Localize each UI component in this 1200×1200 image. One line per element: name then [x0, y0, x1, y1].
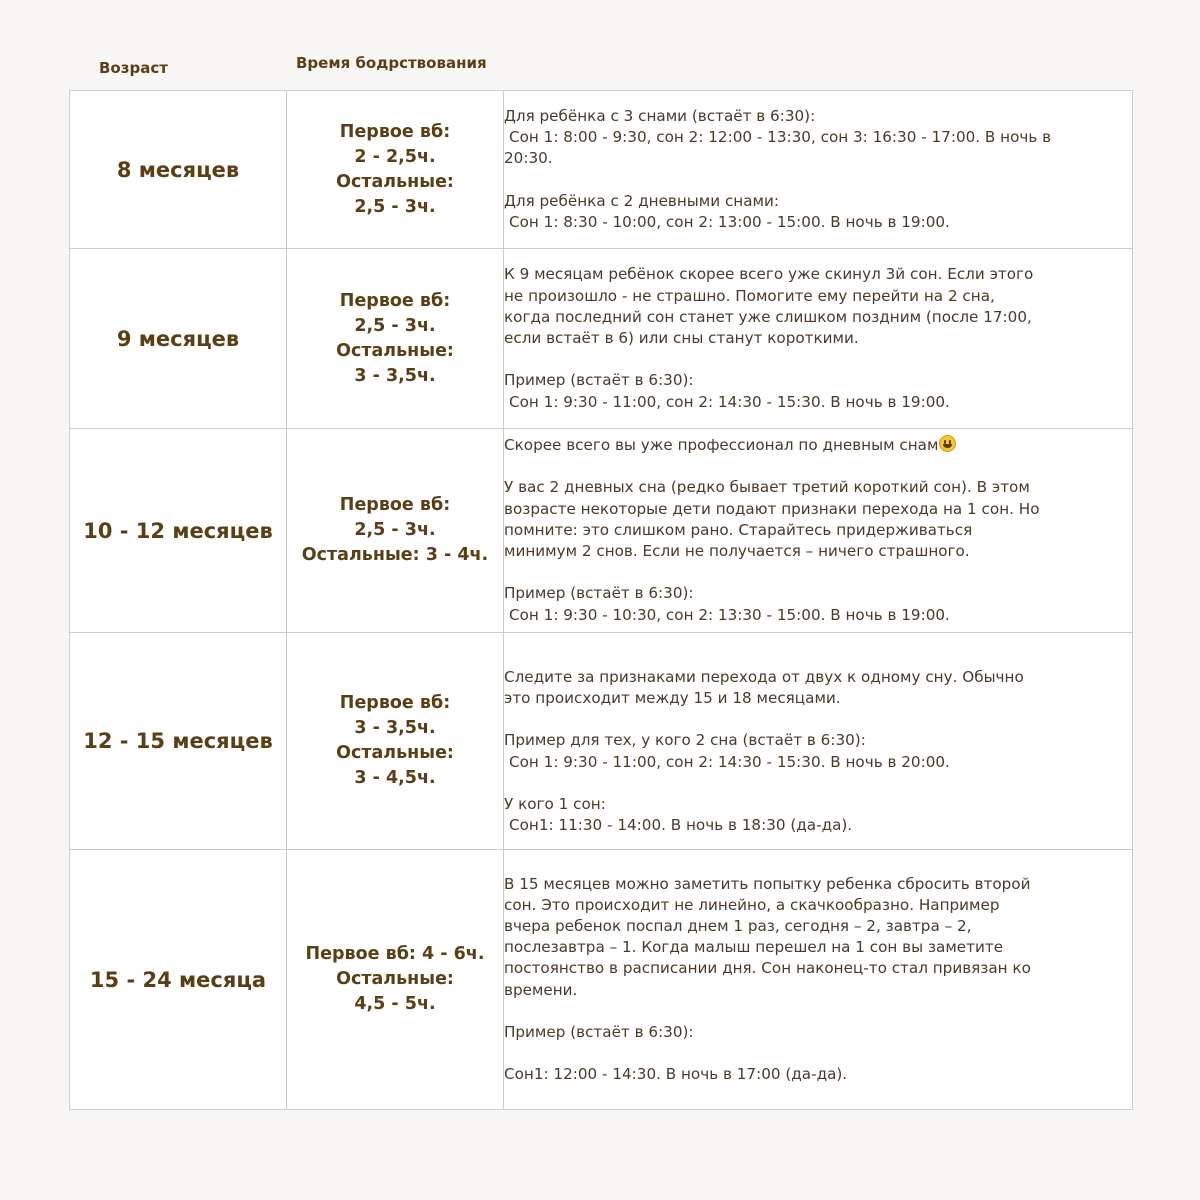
notes-line — [504, 730, 1132, 751]
wake-time-line: Остальные: — [336, 171, 454, 192]
blank-line — [504, 1043, 1132, 1064]
blank-line — [504, 646, 1132, 667]
wake-time-line: Остальные: — [336, 743, 454, 763]
notes-line-text: Сон 1: 9:30 - 11:00, сон 2: 14:30 - 15:30. В ночь в 19:00. — [509, 392, 950, 411]
notes-line-text: Скорее всего вы уже профессионал по дневным снам — [504, 436, 939, 455]
blank-line — [504, 773, 1132, 794]
wake-time-line: Первое вб: — [339, 121, 451, 142]
age-cell: 9 месяцев — [70, 249, 287, 429]
notes-line-text: Пример (встаёт в 6:30): — [504, 584, 694, 603]
notes-line-text: Пример (встаёт в 6:30): — [504, 371, 694, 390]
notes-line-text: это происходит между 15 и 18 месяцами. — [504, 689, 841, 707]
notes-line — [504, 106, 1132, 127]
notes-line — [504, 752, 1132, 773]
wake-time-line: Остальные: 3 - 4ч. — [301, 545, 489, 565]
blank-line — [504, 562, 1132, 583]
notes-line — [504, 541, 1132, 562]
notes-line-text: Сон 1: 9:30 - 11:00, сон 2: 14:30 - 15:30. В ночь в 20:00. — [509, 752, 950, 771]
schedule-notes-cell — [504, 850, 1133, 1110]
notes-line-text: сон. Это происходит не линейно, а скачкообразно. Например — [504, 895, 1000, 914]
notes-line — [504, 212, 1132, 233]
wake-time-line: 2 - 2,5ч. — [354, 146, 436, 167]
age-column-header: Возраст — [99, 59, 168, 77]
notes-line-text: Сон1: 12:00 - 14:30. В ночь в 17:00 (да-да). — [504, 1065, 848, 1084]
notes-line-text: если встаёт в 6) или сны станут короткими. — [504, 328, 859, 347]
wake-time-cell — [287, 633, 504, 850]
wake-time-cell — [287, 91, 504, 249]
notes-line — [504, 958, 1132, 979]
notes-line — [504, 286, 1132, 307]
notes-line — [504, 667, 1132, 688]
age-cell: 10 - 12 месяцев — [70, 429, 287, 633]
notes-line — [504, 477, 1132, 498]
notes-line-text: К 9 месяцам ребёнок скорее всего уже скинул 3й сон. Если этого — [504, 265, 1034, 284]
notes-line-text: постоянство в расписании дня. Сон наконец-то стал привязан ко — [504, 959, 1031, 978]
schedule-notes-cell — [504, 633, 1133, 850]
notes-line-text: времени. — [504, 980, 578, 999]
notes-line — [504, 874, 1132, 895]
wake-time-line: Первое вб: — [339, 290, 451, 311]
notes-line — [504, 499, 1132, 520]
wake-time-line: Остальные: — [336, 340, 454, 361]
wake-time-line: Первое вб: — [339, 495, 451, 515]
notes-line — [504, 392, 1132, 413]
notes-line-text: послезавтра – 1. Когда малыш перешел на 1 сон вы заметите — [504, 938, 1004, 957]
notes-line-text: вчера ребенок поспал днем 1 раз, сегодня – 2, завтра – 2, — [504, 916, 972, 935]
schedule-notes-cell — [504, 249, 1133, 429]
wake-time-line: 3 - 3,5ч. — [354, 718, 436, 738]
notes-line — [504, 794, 1132, 815]
wake-time-cell — [287, 429, 504, 633]
sleep-schedule-body — [70, 91, 1133, 1110]
notes-line-text: Сон1: 11:30 - 14:00. В ночь в 18:30 (да-да). — [509, 816, 853, 835]
notes-line-text: когда последний сон станет уже слишком поздним (после 17:00, — [504, 307, 1032, 326]
notes-line — [504, 520, 1132, 541]
notes-line-text: возрасте некоторые дети подают признаки перехода на 1 сон. Но — [504, 499, 1040, 518]
notes-line — [504, 583, 1132, 604]
notes-line — [504, 127, 1132, 148]
notes-line-text: Пример (встаёт в 6:30): — [504, 1022, 694, 1041]
wake-time-line: 3 - 4,5ч. — [354, 768, 436, 788]
notes-line-text: Для ребёнка с 3 снами (встаёт в 6:30): — [504, 106, 816, 125]
table-row — [70, 850, 1133, 1110]
age-cell: 12 - 15 месяцев — [70, 633, 287, 850]
table-row — [70, 249, 1133, 429]
age-cell: 15 - 24 месяца — [70, 850, 287, 1110]
notes-line — [504, 328, 1132, 349]
notes-line-text: 20:30. — [504, 149, 553, 168]
notes-line-text: Сон 1: 8:00 - 9:30, сон 2: 12:00 - 13:30, сон 3: 16:30 - 17:00. В ночь в — [509, 128, 1052, 147]
notes-line-text: В 15 месяцев можно заметить попытку ребенка сбросить второй — [504, 874, 1031, 893]
notes-line — [504, 148, 1132, 169]
wake-time-line: Остальные: — [336, 969, 454, 989]
age-cell: 8 месяцев — [70, 91, 287, 249]
schedule-notes-cell — [504, 91, 1133, 249]
sleep-schedule-table — [69, 90, 1133, 1110]
blank-line — [504, 456, 1132, 477]
notes-line-text: У вас 2 дневных сна (редко бывает третий короткий сон). В этом — [504, 478, 1030, 497]
table-row — [70, 91, 1133, 249]
notes-line-text: не произошло - не страшно. Помогите ему перейти на 2 сна, — [504, 286, 995, 305]
wake-time-line: 4,5 - 5ч. — [354, 994, 436, 1014]
notes-line-text: Для ребёнка с 2 дневными снами: — [504, 191, 779, 210]
notes-line-text: Следите за признаками перехода от двух к одному сну. Обычно — [504, 667, 1024, 686]
notes-line-text: Сон 1: 8:30 - 10:00, сон 2: 13:00 - 15:00. В ночь в 19:00. — [509, 212, 950, 231]
notes-line — [504, 1064, 1132, 1085]
notes-line-text: Сон 1: 9:30 - 10:30, сон 2: 13:30 - 15:00. В ночь в 19:00. — [509, 605, 950, 624]
wake-time-line: 2,5 - 3ч. — [354, 520, 436, 540]
wake-time-line: Первое вб: 4 - 6ч. — [305, 944, 485, 964]
table-row — [70, 633, 1133, 850]
notes-line — [504, 815, 1132, 836]
blank-line — [504, 349, 1132, 370]
notes-line — [504, 895, 1132, 916]
notes-line — [504, 916, 1132, 937]
notes-line — [504, 264, 1132, 285]
wake-time-line: 2,5 - 3ч. — [354, 196, 436, 217]
blank-line — [504, 170, 1132, 191]
smiling-face-icon — [939, 435, 956, 452]
blank-line — [504, 709, 1132, 730]
wake-time-cell — [287, 850, 504, 1110]
notes-line — [504, 980, 1132, 1001]
wake-time-line: 3 - 3,5ч. — [354, 365, 436, 386]
notes-line — [504, 307, 1132, 328]
notes-line-text: минимум 2 снов. Если не получается – ничего страшного. — [504, 542, 970, 561]
notes-line — [504, 191, 1132, 212]
wake-time-line: 2,5 - 3ч. — [354, 315, 436, 336]
notes-line-text: помните: это слишком рано. Старайтесь придерживаться — [504, 520, 973, 539]
blank-line — [504, 1001, 1132, 1022]
table-row — [70, 429, 1133, 633]
notes-line-text: Пример для тех, у кого 2 сна (встаёт в 6:30): — [504, 731, 866, 750]
wake-time-cell — [287, 249, 504, 429]
notes-line — [504, 1022, 1132, 1043]
schedule-notes-cell — [504, 429, 1133, 633]
wake-time-column-header: Время бодрствования — [296, 54, 487, 72]
notes-line — [504, 370, 1132, 391]
notes-line-text: У кого 1 сон: — [504, 794, 606, 813]
notes-line — [504, 688, 1132, 709]
notes-line — [504, 937, 1132, 958]
notes-line — [504, 605, 1132, 626]
notes-line — [504, 435, 1132, 456]
wake-time-line: Первое вб: — [339, 693, 451, 713]
